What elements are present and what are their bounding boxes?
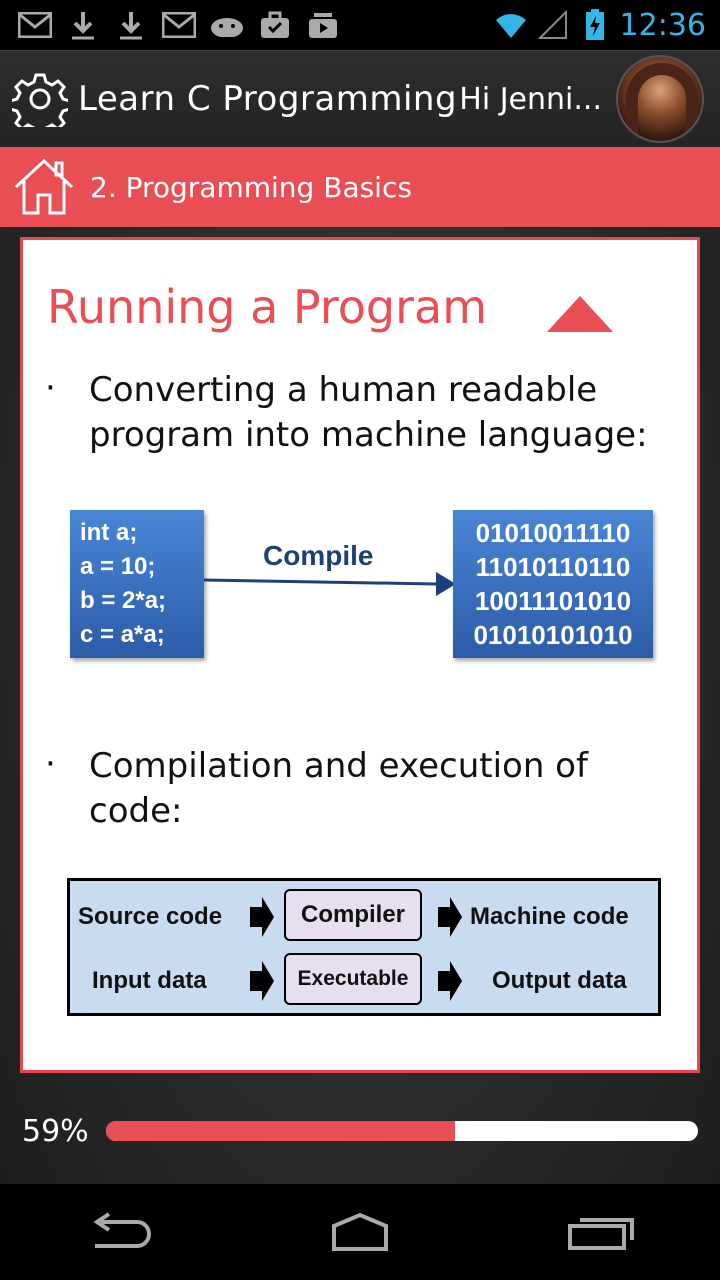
section-bar (0, 147, 720, 227)
binary-line: 01010011110 (475, 518, 631, 548)
code-line: a = 10; (80, 553, 156, 580)
arrow-icon (248, 895, 276, 939)
android-icon (210, 10, 244, 40)
home-icon[interactable] (12, 155, 76, 219)
pipeline-input: Input data (92, 967, 207, 994)
clock: 12:36 (619, 7, 706, 43)
code-line: c = a*a; (80, 621, 165, 648)
app-bar (0, 50, 720, 147)
download-icon (114, 10, 148, 40)
source-code-box (70, 510, 204, 658)
navigation-bar (0, 1184, 720, 1280)
pipeline-output: Machine code (470, 903, 629, 930)
arrow-icon (436, 895, 464, 939)
media-icon (306, 10, 340, 40)
download-icon (66, 10, 100, 40)
pipeline-process-box: Executable (284, 953, 422, 1005)
avatar[interactable] (616, 55, 704, 143)
home-icon[interactable] (315, 1202, 405, 1262)
app-title: Learn C Programming (78, 79, 458, 119)
slide-title: Running a Program (47, 280, 488, 334)
pipeline-input: Source code (78, 903, 223, 930)
lesson-card (20, 237, 700, 1073)
compile-arrow (204, 560, 456, 600)
arrow-icon (436, 959, 464, 1003)
section-title: 2. Programming Basics (90, 170, 412, 204)
battery-charging-icon (578, 10, 612, 40)
bullet-glyph: · (45, 368, 56, 408)
binary-line: 10011101010 (474, 586, 632, 616)
binary-line: 11010110110 (475, 552, 631, 582)
pipeline-output: Output data (492, 967, 627, 994)
gmail-icon (162, 10, 196, 40)
compile-label: Compile (263, 540, 374, 571)
recents-icon[interactable] (555, 1202, 645, 1262)
gear-icon[interactable] (12, 71, 68, 127)
machine-code-box (453, 510, 653, 658)
pipeline-process-box: Compiler (284, 889, 422, 941)
progress-bar (106, 1121, 698, 1141)
collapse-button[interactable] (545, 294, 615, 334)
wifi-icon (494, 10, 528, 40)
gmail-icon (18, 10, 52, 40)
code-line: int a; (80, 519, 138, 546)
status-bar (0, 0, 720, 50)
binary-line: 01010101010 (473, 620, 633, 650)
bullet-text: Converting a human readable program into machine language: (89, 370, 648, 455)
pipeline-diagram (67, 878, 661, 1016)
code-line: b = 2*a; (80, 587, 167, 614)
progress-label: 59% (22, 1114, 89, 1149)
briefcase-icon (258, 10, 292, 40)
bullet-text: Compilation and execution of code: (89, 746, 588, 831)
user-greeting[interactable]: Hi Jenni... (459, 81, 602, 117)
back-icon[interactable] (75, 1202, 165, 1262)
bullet-glyph: · (45, 744, 56, 784)
progress-fill (106, 1121, 455, 1141)
signal-icon (536, 10, 570, 40)
arrow-icon (248, 959, 276, 1003)
